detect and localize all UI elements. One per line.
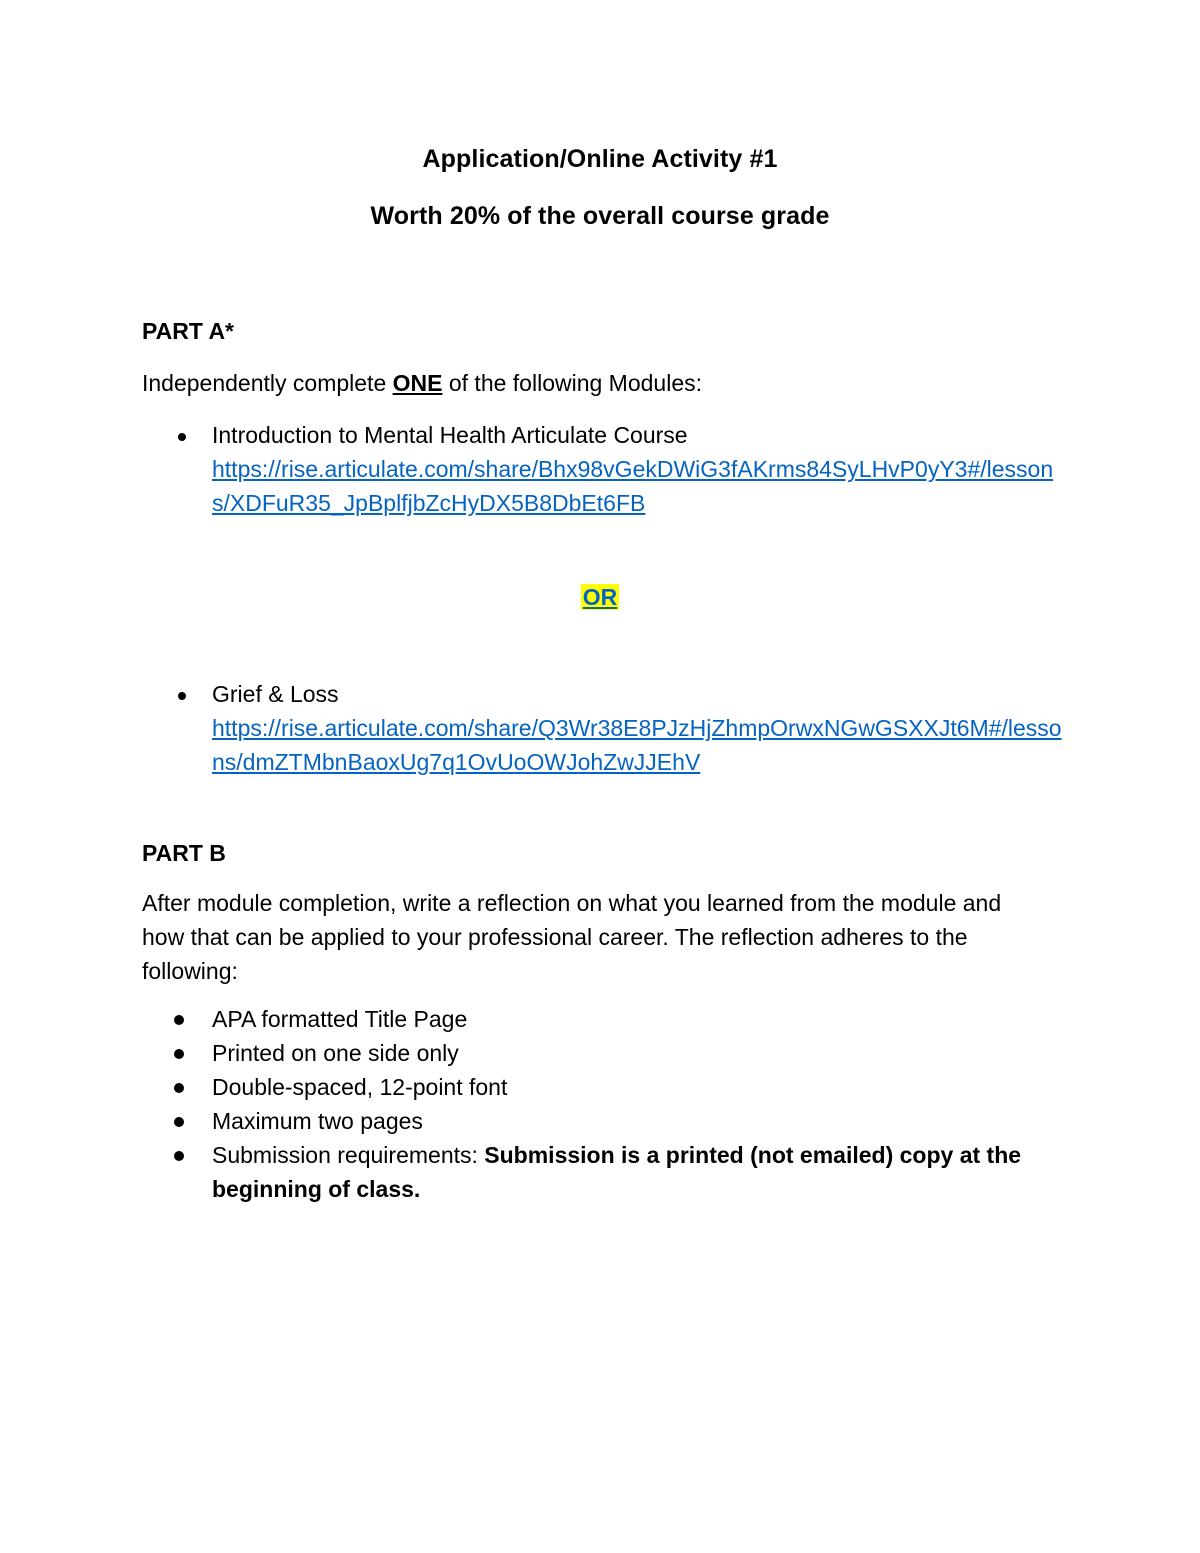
list-item	[142, 1002, 1062, 1036]
or-label: OR	[582, 584, 618, 610]
module-link[interactable]: https://rise.articulate.com/share/Q3Wr38E8PJzHjZhmpOrwxNGwGSXXJt6M#/lessons/dmZTMbnBaoxUg7q1OvUoOWJohZwJJEhV	[212, 715, 1062, 775]
list-item	[142, 1138, 1062, 1206]
requirement-text: Maximum two pages	[212, 1108, 423, 1134]
requirements-list	[142, 1002, 1062, 1206]
bullet-icon	[174, 1151, 184, 1161]
part-a-intro	[142, 366, 702, 400]
requirement-text: APA formatted Title Page	[212, 1006, 468, 1032]
requirement-text: Double-spaced, 12-point font	[212, 1074, 508, 1100]
list-item	[142, 1070, 1062, 1104]
part-b-heading: PART B	[142, 840, 226, 866]
document-subtitle: Worth 20% of the overall course grade	[370, 202, 830, 230]
intro-emphasis: ONE	[392, 370, 443, 396]
list-item	[142, 1036, 1062, 1070]
intro-text-before: Independently complete	[142, 370, 393, 396]
module-link[interactable]: https://rise.articulate.com/share/Bhx98vGekDWiG3fAKrms84SyLHvP0yY3#/lessons/XDFuR35_JpBplfjbZcHyDX5B8DbEt6FB	[212, 456, 1054, 516]
submission-text: Submission is a printed (not emailed) copy at the beginning of class.	[212, 1142, 1022, 1202]
module-name: Grief & Loss	[212, 681, 339, 707]
requirement-text: Printed on one side only	[212, 1040, 459, 1066]
or-separator	[0, 584, 1200, 611]
intro-text-after: of the following Modules:	[442, 370, 703, 396]
list-item	[142, 1104, 1062, 1138]
part-a-heading: PART A*	[142, 318, 234, 344]
module-name: Introduction to Mental Health Articulate Course	[212, 422, 688, 448]
bullet-icon	[174, 1049, 184, 1059]
bullet-icon	[176, 677, 188, 711]
bullet-icon	[174, 1015, 184, 1025]
bullet-icon	[176, 418, 188, 452]
document-title: Application/Online Activity #1	[422, 145, 778, 173]
module-item-grief-loss	[142, 677, 1062, 779]
bullet-icon	[174, 1117, 184, 1127]
submission-label: Submission requirements:	[212, 1142, 485, 1168]
module-item-mental-health	[142, 418, 1062, 520]
reflection-instructions: After module completion, write a reflection on what you learned from the module and how that can be applied to your professional career. The reflection adheres to the following:	[142, 890, 1002, 984]
bullet-icon	[174, 1083, 184, 1093]
